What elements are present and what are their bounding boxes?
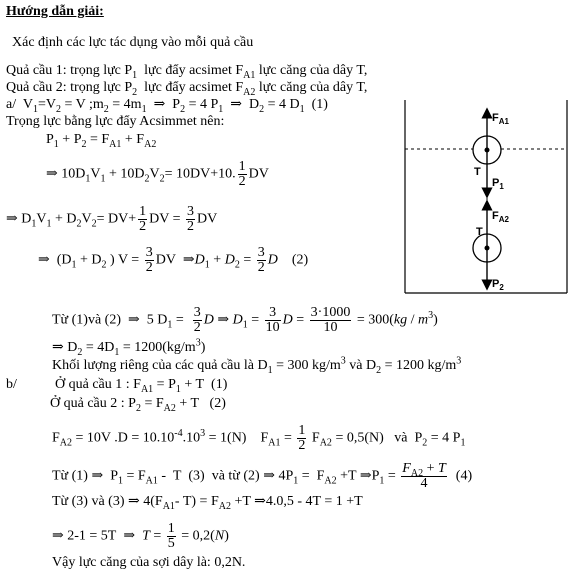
equation-3: ⇒ $D_1V_1 + D_2V_2= DV+$ $\frac{1}{2}$ DV = $\frac{3}{2}$ DV bbox=[6, 204, 218, 234]
b-line-4: Từ (1) ⇒ $P_1 = F_{A1} - T$ (3) và từ (2) ⇒ $4P_1 = F_{A2} +T$ $\Rightarrow P_1$ = $\frac{F_{A2} + T}{4}$ (4) bbox=[52, 461, 473, 491]
b-line-6: ⇒ 2-1 = 5T ⇒ T = $\frac{1}{5}$ = 0,2(N) bbox=[52, 521, 229, 551]
page-title: Hướng dẫn giải: bbox=[6, 4, 104, 19]
balance-text: Trọng lực bằng lực đẩy Acsimmet nên: bbox=[6, 114, 225, 129]
equation-4: ⇒ ($D_1 + D_2$ ) V = $\frac{3}{2}$ DV $\Rightarrow D_1 + D_2$ = $\frac{3}{2}$ D (2) bbox=[38, 245, 309, 275]
b-line-3: $F_{A2} = 10V$ $.D = 10.10^{-4}.10^3 = 1(N)$ $F_{A1}$ = $\frac{1}{2}$ $F_{A2} = 0,5(N)$ và $P_2 = 4$ $P_1$ bbox=[52, 423, 466, 453]
equation-6: ⇒ $D_2 = 4D_1 = 1200(kg/m^3)$ bbox=[52, 337, 206, 358]
force-diagram bbox=[395, 95, 575, 300]
label-fa1: $F_{A1}$ bbox=[492, 112, 509, 126]
label-fa2: $F_{A2}$ bbox=[492, 210, 509, 224]
equation-5: Từ (1)và (2) ⇒ 5 $D_1$ = $\frac{3}{2}$ D ⇒ $D_1$ = $\frac{3}{10}$ D = $\frac{3\cdot 1000}{10}$ = $300(kg / m^3)$ bbox=[52, 305, 438, 335]
part-a-line: a/ $V_1=V_2 = V$ $;m_2 = 4m_1$ ⇒ $P_2 = 4$ $P_1$ ⇒ $D_2 = 4$ $D_1$ (1) bbox=[6, 97, 328, 115]
conclusion-a: Khối lượng riêng của các quả cầu là $D_1 = 300$ $kg/m^3$ và $D_2 = 1200$ $kg/m^3$ bbox=[52, 355, 462, 376]
label-t-bottom: T bbox=[476, 226, 483, 238]
b-line-5: Từ (3) và (3) ⇒ $4(F_{A1}-$ $T) = F_{A2} +T$ ⇒4.0,5 - 4T = 1 +T bbox=[52, 494, 363, 512]
b-line-1: Ở quả cầu 1 : $F_{A1} = P_1 + T$ (1) bbox=[55, 377, 228, 395]
answer: Vậy lực căng của sợi dây là: 0,2N. bbox=[52, 555, 246, 570]
label-p2: $P_2$ bbox=[492, 278, 504, 292]
label-p1: $P_1$ bbox=[492, 177, 504, 191]
b-line-2: Ở quả cầu 2 : $P_2 = F_{A2} + T$ (2) bbox=[50, 396, 226, 414]
equation-2: ⇒ $10D_1V_1 + 10D_2V_2= 10DV+10$. $\frac{1}{2}$ DV bbox=[46, 159, 269, 189]
ball2-forces: Quả cầu 2: trọng lực $P_2$ lực đẩy acsimet $F_{A2}$ lực căng của dây T, bbox=[6, 80, 368, 98]
equation-1: $P_1 + P_2 = F_{A1} + F_{A2}$ bbox=[46, 132, 157, 150]
part-b-label: b/ bbox=[6, 377, 17, 392]
ball1-forces: Quả cầu 1: trọng lực $P_1$ lực đẩy acsimet $F_{A1}$ lực căng của dây T, bbox=[6, 63, 368, 81]
label-t-top: T bbox=[474, 166, 481, 178]
intro-text: Xác định các lực tác dụng vào mỗi quả cầu bbox=[12, 35, 254, 50]
